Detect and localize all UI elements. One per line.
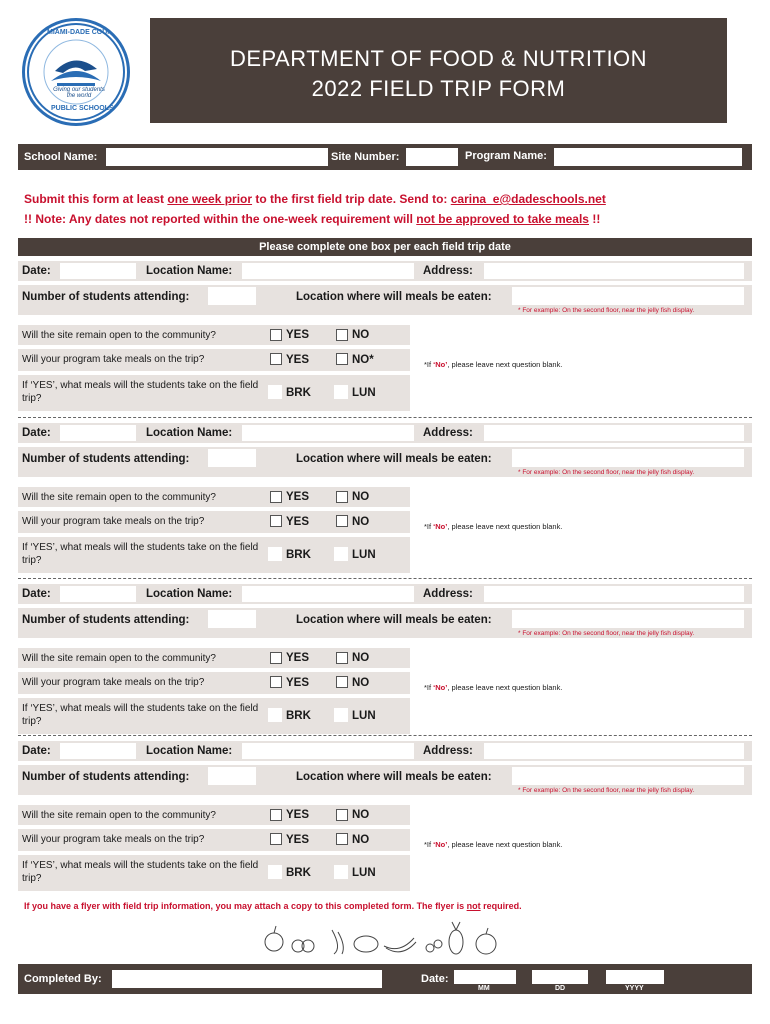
trip-4-row-q3 [18,855,410,891]
footer-bar [18,964,752,994]
trip-3-q2-no-label: NO [352,677,370,689]
trip-3-lun-label: LUN [352,710,376,722]
trip-3-lun-checkbox[interactable] [334,708,348,722]
trip-1-if-no-note: *If ‘No’, please leave next question blank. [424,360,563,369]
trip-4-q2-no-label: NO [352,834,370,846]
title-line-1: DEPARTMENT OF FOOD & NUTRITION [229,46,648,71]
trip-3-q1-yes-checkbox[interactable] [270,652,282,664]
trip-2-lun-label: LUN [352,549,376,561]
title-banner [150,18,727,123]
trip-1-q2-text: Will your program take meals on the trip? [22,354,205,365]
trip-1-brk-checkbox[interactable] [268,385,282,399]
trip-4-q2-yes-label: YES [286,834,310,846]
trip-4-q2-no-checkbox[interactable] [336,833,348,845]
trip-4-meal-location-label: Location where will meals be eaten: [296,771,492,783]
trip-2-row-q1 [18,487,410,507]
trip-1-location-input[interactable] [242,263,414,279]
trip-2-date-input[interactable] [60,425,136,441]
trip-2-date-label: Date: [22,427,51,439]
trip-3-q1-no-checkbox[interactable] [336,652,348,664]
trip-4-q2-yes-checkbox[interactable] [270,833,282,845]
logo-tagline: Giving our students the world [53,87,105,99]
completed-by-input[interactable] [112,970,382,988]
trip-4-location-input[interactable] [242,743,414,759]
trip-3-meal-location-input[interactable] [512,610,744,628]
trip-2-row-date [18,423,752,443]
trip-3-row-students [18,608,752,638]
trip-2-q2-text: Will your program take meals on the trip? [22,516,205,527]
trip-4-if-no-note: *If ‘No’, please leave next question blank. [424,840,563,849]
trip-1-row-date [18,261,752,281]
site-number-input[interactable] [406,148,458,166]
trip-3-date-label: Date: [22,588,51,600]
trip-1-q1-yes-checkbox[interactable] [270,329,282,341]
trip-1-address-label: Address: [423,265,473,277]
site-number-label: Site Number: [331,151,400,163]
trip-1-q1-no-checkbox[interactable] [336,329,348,341]
trip-2-q2-yes-label: YES [286,516,310,528]
trip-2-location-input[interactable] [242,425,414,441]
trip-4-date-label: Date: [22,745,51,757]
trip-2-row-students [18,447,752,477]
trip-2-brk-label: BRK [286,549,311,561]
trip-2-q2-yes-checkbox[interactable] [270,515,282,527]
trip-4-q1-yes-label: YES [286,809,310,821]
trip-1-meal-location-label: Location where will meals be eaten: [296,291,492,303]
trip-1-row-students [18,285,752,315]
trip-4-q1-no-label: NO [352,809,370,821]
trip-3-if-no-note: *If ‘No’, please leave next question blank. [424,683,563,692]
trip-2-address-input[interactable] [484,425,744,441]
flyer-note: If you have a flyer with field trip information, you may attach a copy to this completed form. The flyer is not required. [24,901,522,911]
trip-1-meal-location-input[interactable] [512,287,744,305]
date-year-input[interactable] [606,970,664,984]
trip-4-example-note: * For example: On the second floor, near the jelly fish display. [518,787,695,794]
trip-4-row-q2 [18,829,410,851]
trip-1-row-q1 [18,325,410,345]
trip-4-brk-checkbox[interactable] [268,865,282,879]
trip-1-q1-no-label: NO [352,329,370,341]
trip-4-lun-checkbox[interactable] [334,865,348,879]
trip-3-q2-text: Will your program take meals on the trip? [22,677,205,688]
trip-4-row-date [18,741,752,761]
trip-3-q1-text: Will the site remain open to the community? [22,653,216,664]
trip-3-q2-no-checkbox[interactable] [336,676,348,688]
trip-4-meal-location-input[interactable] [512,767,744,785]
trip-1-q2-no-checkbox[interactable] [336,353,348,365]
program-name-input[interactable] [554,148,742,166]
trip-2-lun-checkbox[interactable] [334,547,348,561]
notice-line-2: !! Note: Any dates not reported within the one-week requirement will not be approved to take meals !! [24,212,601,226]
trip-2-q1-no-checkbox[interactable] [336,491,348,503]
notice-line-1: Submit this form at least one week prior to the first field trip date. Send to: carina_e@dadeschools.net [24,192,606,206]
trip-1-brk-label: BRK [286,387,311,399]
trip-3-q2-yes-label: YES [286,677,310,689]
school-info-bar [18,144,752,170]
trip-3-row-q2 [18,672,410,694]
trip-2-q1-yes-label: YES [286,491,310,503]
trip-4-students-label: Number of students attending: [22,771,190,783]
trip-3-q3-text: If ‘YES’, what meals will the students take on the field trip? [22,703,259,727]
trip-1-q1-yes-label: YES [286,329,310,341]
trip-3-meal-location-label: Location where will meals be eaten: [296,614,492,626]
trip-4-row-q1 [18,805,410,825]
trip-1-q2-yes-label: YES [286,354,310,366]
trip-1-students-input[interactable] [208,287,256,305]
trip-2-address-label: Address: [423,427,473,439]
trip-2-q3-text: If ‘YES’, what meals will the students take on the field trip? [22,542,259,566]
trip-1-q2-yes-checkbox[interactable] [270,353,282,365]
school-name-label: School Name: [24,151,98,163]
title-line-2: 2022 FIELD TRIP FORM [311,76,566,101]
trip-2-q1-no-label: NO [352,491,370,503]
section-divider [18,735,752,736]
trip-1-date-label: Date: [22,265,51,277]
trip-1-date-input[interactable] [60,263,136,279]
district-logo [22,18,130,126]
trip-4-students-input[interactable] [208,767,256,785]
trip-1-students-label: Number of students attending: [22,291,190,303]
trip-1-q3-text: If ‘YES’, what meals will the students take on the field trip? [22,380,259,404]
date-month-input[interactable] [454,970,516,984]
mm-caption: MM [478,985,490,992]
trip-2-q2-no-label: NO [352,516,370,528]
school-name-input[interactable] [106,148,328,166]
trip-2-q1-yes-checkbox[interactable] [270,491,282,503]
section-divider [18,578,752,579]
trip-3-address-input[interactable] [484,586,744,602]
yyyy-caption: YYYY [625,985,644,992]
trip-1-lun-label: LUN [352,387,376,399]
trip-2-example-note: * For example: On the second floor, near the jelly fish display. [518,469,695,476]
trip-2-row-q2 [18,511,410,533]
trip-3-row-date [18,584,752,604]
trip-3-q1-no-label: NO [352,652,370,664]
trip-3-date-input[interactable] [60,586,136,602]
trip-4-date-input[interactable] [60,743,136,759]
trip-1-address-input[interactable] [484,263,744,279]
table-header: Please complete one box per each field trip date [18,238,752,256]
trip-4-q2-text: Will your program take meals on the trip? [22,834,205,845]
trip-2-meal-location-label: Location where will meals be eaten: [296,453,492,465]
logo-bottom-text: PUBLIC SCHOOLS [51,105,114,112]
trip-3-q2-yes-checkbox[interactable] [270,676,282,688]
trip-4-row-students [18,765,752,795]
trip-1-lun-checkbox[interactable] [334,385,348,399]
trip-3-address-label: Address: [423,588,473,600]
trip-4-q1-no-checkbox[interactable] [336,809,348,821]
trip-3-students-label: Number of students attending: [22,614,190,626]
program-name-label: Program Name: [465,150,547,162]
trip-2-location-label: Location Name: [146,427,233,439]
trip-4-brk-label: BRK [286,867,311,879]
trip-1-q1-text: Will the site remain open to the community? [22,330,216,341]
section-divider [18,417,752,418]
trip-3-row-q3 [18,698,410,734]
trip-3-brk-checkbox[interactable] [268,708,282,722]
trip-4-q1-text: Will the site remain open to the community? [22,810,216,821]
date-day-input[interactable] [532,970,588,984]
trip-4-q3-text: If ‘YES’, what meals will the students take on the field trip? [22,860,259,884]
trip-3-q1-yes-label: YES [286,652,310,664]
trip-4-lun-label: LUN [352,867,376,879]
trip-2-brk-checkbox[interactable] [268,547,282,561]
logo-ring-text: MIAMI-DADE COUNTY [47,29,122,36]
trip-3-students-input[interactable] [208,610,256,628]
trip-2-row-q3 [18,537,410,573]
trip-4-location-label: Location Name: [146,745,233,757]
trip-2-q1-text: Will the site remain open to the community? [22,492,216,503]
trip-1-q2-no-label: NO* [352,354,374,366]
trip-2-if-no-note: *If ‘No’, please leave next question blank. [424,522,563,531]
trip-3-brk-label: BRK [286,710,311,722]
trip-2-students-label: Number of students attending: [22,453,190,465]
trip-1-location-label: Location Name: [146,265,233,277]
trip-2-students-input[interactable] [208,449,256,467]
footer-date-label: Date: [421,973,449,985]
trip-1-example-note: * For example: On the second floor, near the jelly fish display. [518,307,695,314]
trip-3-example-note: * For example: On the second floor, near the jelly fish display. [518,630,695,637]
completed-by-label: Completed By: [24,973,102,985]
trip-4-q1-yes-checkbox[interactable] [270,809,282,821]
trip-1-row-q3 [18,375,410,411]
trip-3-location-label: Location Name: [146,588,233,600]
trip-4-address-label: Address: [423,745,473,757]
dd-caption: DD [555,985,566,992]
email-link[interactable]: carina_e@dadeschools.net [450,192,606,206]
trip-3-location-input[interactable] [242,586,414,602]
trip-1-row-q2 [18,349,410,371]
trip-2-q2-no-checkbox[interactable] [336,515,348,527]
trip-4-address-input[interactable] [484,743,744,759]
fruit-illustration-icon [262,918,504,956]
trip-3-row-q1 [18,648,410,668]
trip-2-meal-location-input[interactable] [512,449,744,467]
